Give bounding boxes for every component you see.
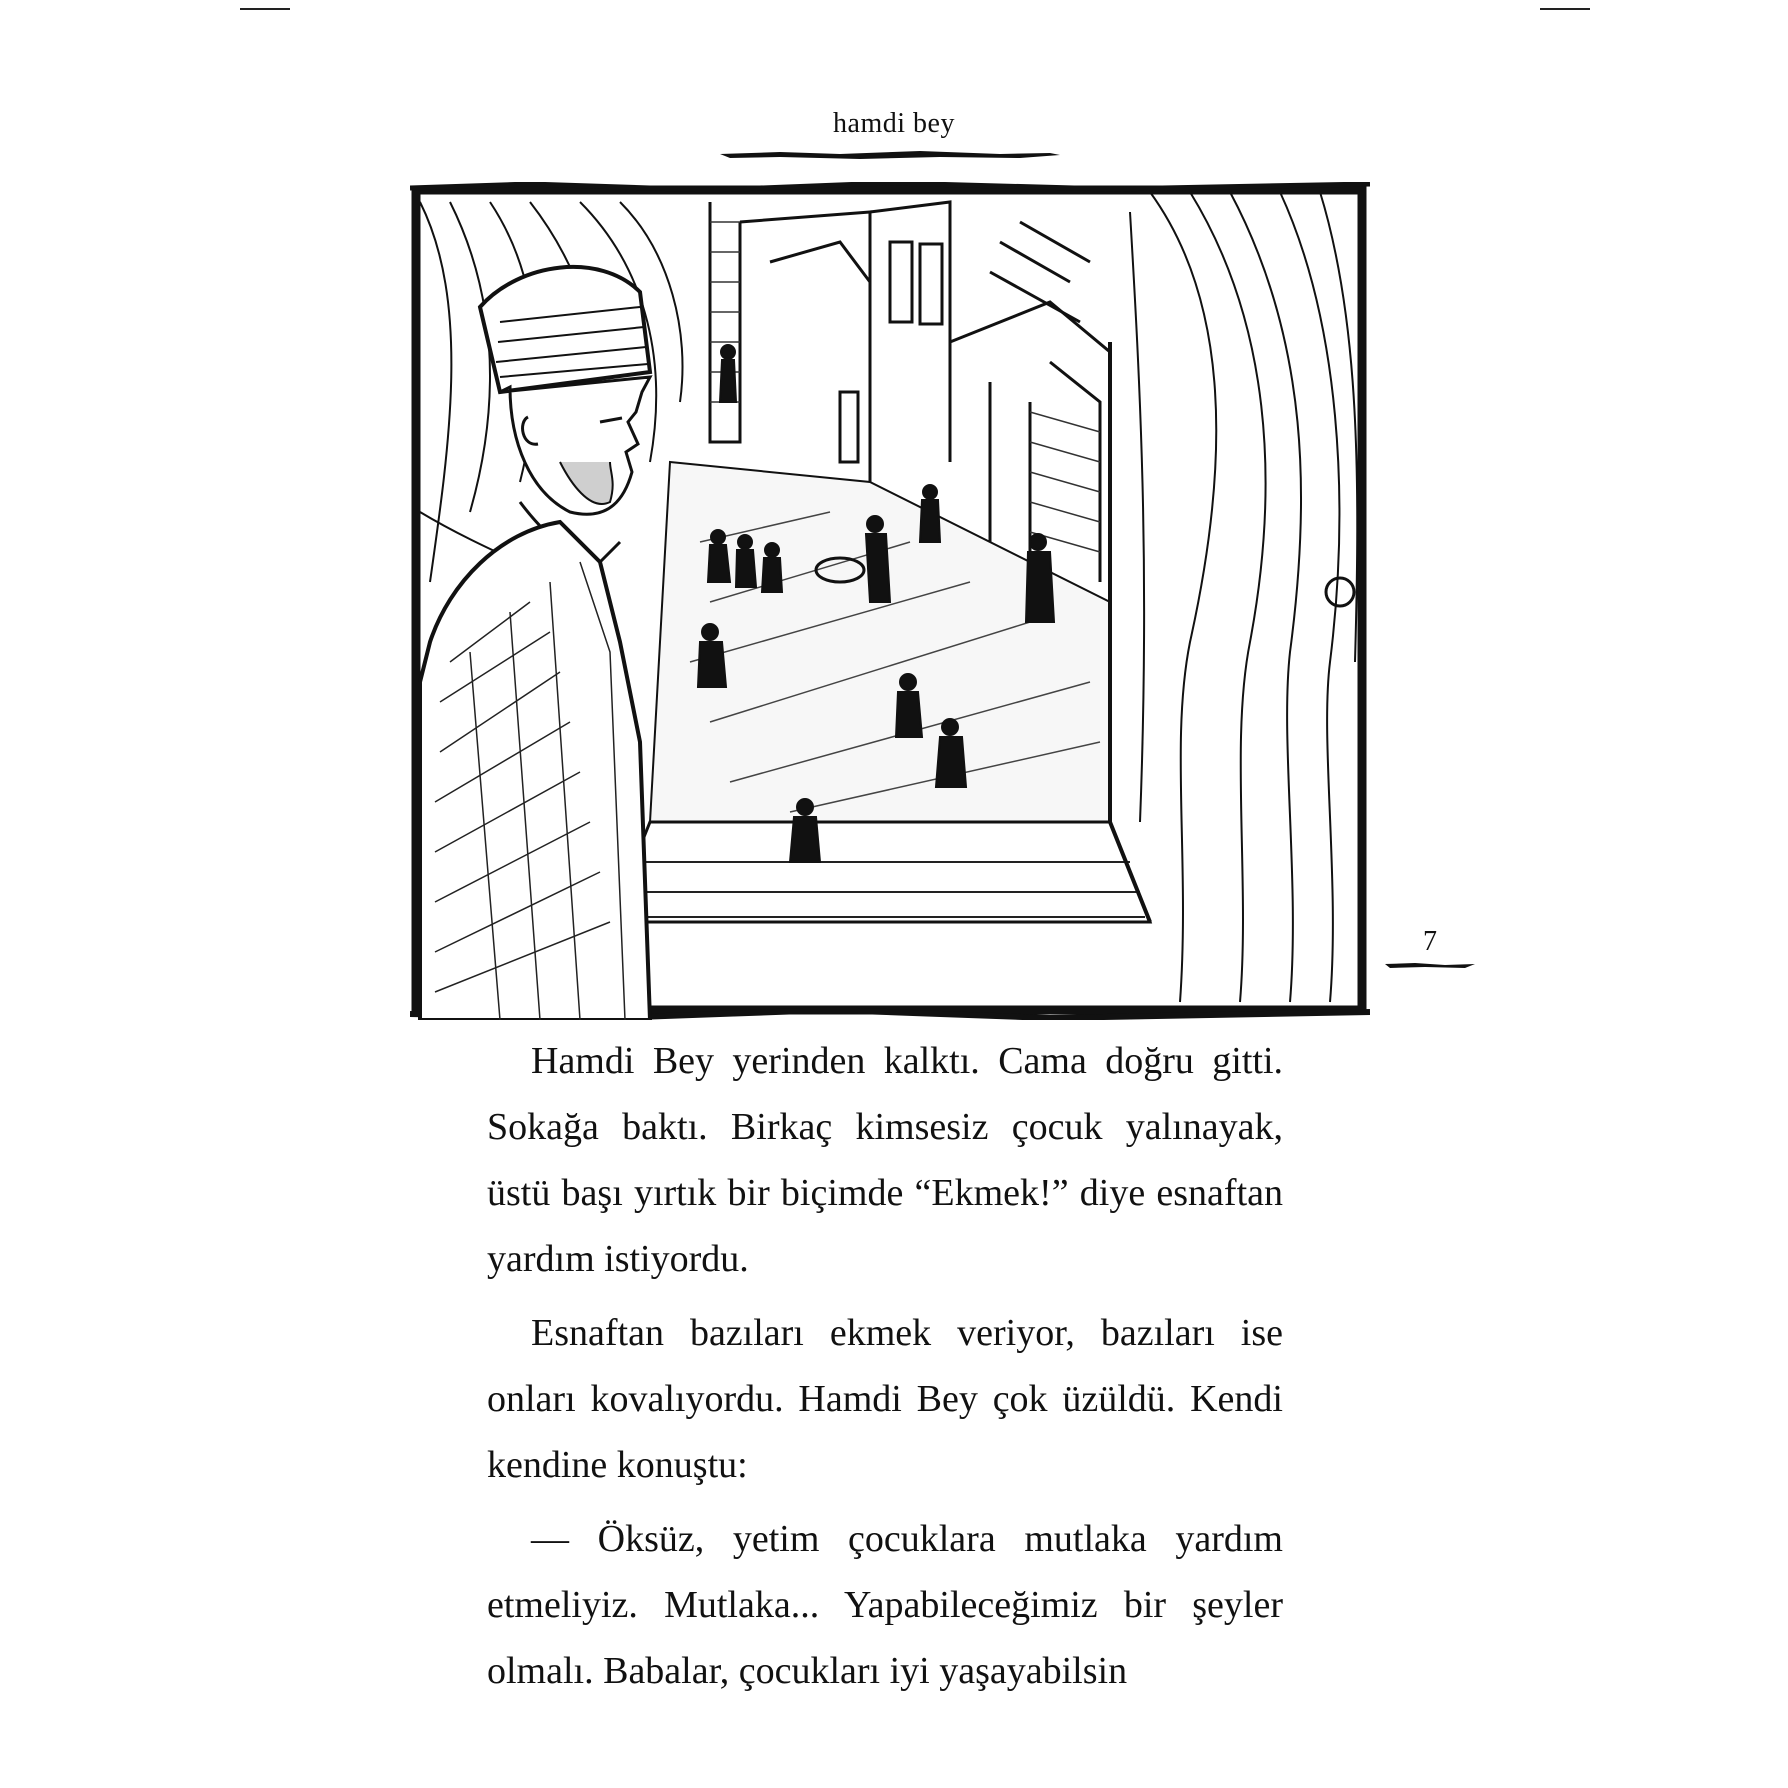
running-head-rule [720, 148, 1060, 162]
paragraph-2: Esnaftan bazıları ekmek veriyor, bazıları ise onları kovalıyordu. Hamdi Bey çok üzüldü. Kendi kendine konuştu: [487, 1312, 1283, 1486]
body-text [487, 1028, 1283, 1704]
crop-mark-left [240, 8, 290, 10]
running-head: hamdi bey [833, 108, 955, 139]
page-number: 7 [1423, 926, 1437, 957]
paragraph-3: — Öksüz, yetim çocuklara mutlaka yardım etmeliyiz. Mutlaka... Yapabileceğimiz bir şeyler olmalı. Babalar, çocukları iyi yaşayabilsin [487, 1518, 1283, 1692]
street-scene-illustration [410, 182, 1370, 1020]
paragraph-1: Hamdi Bey yerinden kalktı. Cama doğru gitti. Sokağa baktı. Birkaç kimsesiz çocuk yalınayak, üstü başı yırtık bir biçimde “Ekmek!” diye esnaftan yardım istiyordu. [487, 1040, 1283, 1280]
crop-mark-right [1540, 8, 1590, 10]
page-number-rule [1385, 960, 1475, 970]
